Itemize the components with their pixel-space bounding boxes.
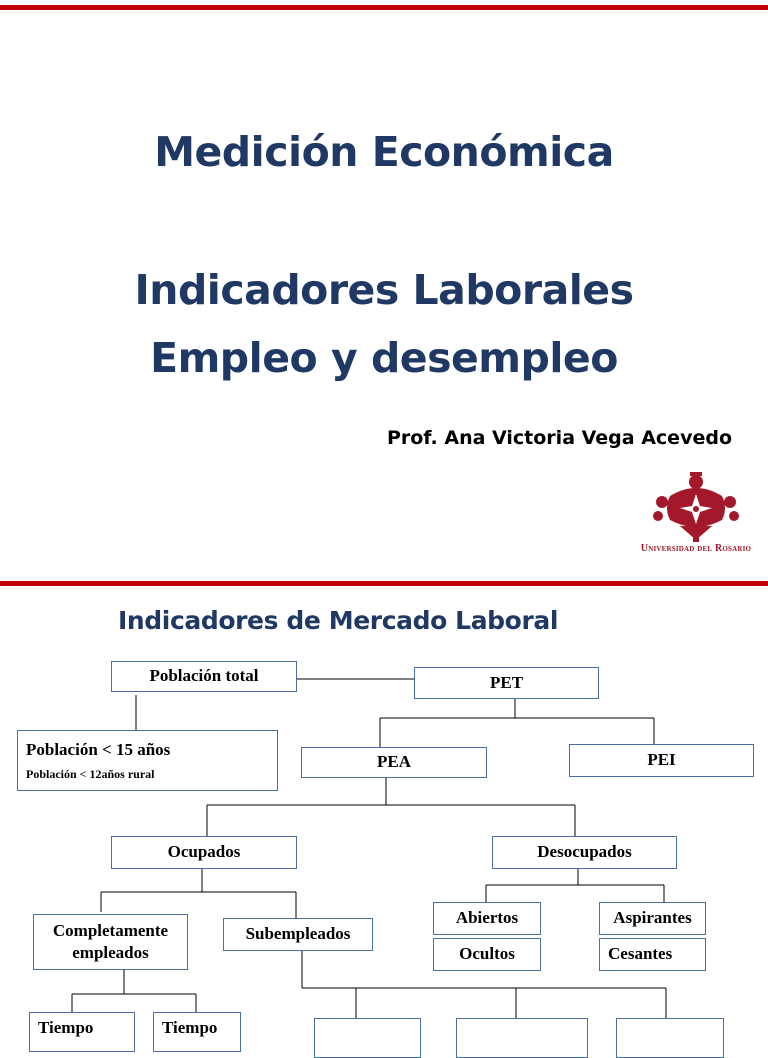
slide-subtitle-line-1: Indicadores Laborales bbox=[134, 266, 634, 314]
box-desocupados bbox=[492, 836, 677, 869]
box-poblacion-menores bbox=[17, 730, 278, 791]
box-tiempo-2 bbox=[153, 1012, 241, 1052]
slide-subtitle-line-2: Empleo y desempleo bbox=[150, 334, 618, 382]
box-label: Ocultos bbox=[459, 944, 515, 964]
box-label: Aspirantes bbox=[613, 908, 692, 928]
box-label: Ocupados bbox=[167, 842, 241, 862]
author-name: Prof. Ana Victoria Vega Acevedo bbox=[386, 427, 732, 449]
slide-title: Medición Económica bbox=[154, 128, 614, 176]
box-partial-3 bbox=[616, 1018, 724, 1058]
slide-title: Indicadores de Mercado Laboral bbox=[118, 606, 559, 635]
box-pei bbox=[569, 744, 754, 777]
box-label: PEI bbox=[647, 750, 676, 770]
box-poblacion-total bbox=[111, 661, 297, 692]
box-cesantes bbox=[599, 938, 706, 971]
box-partial-1 bbox=[314, 1018, 421, 1058]
box-label: Tiempo bbox=[38, 1018, 94, 1037]
box-label: Tiempo bbox=[162, 1018, 218, 1037]
box-sublabel: Población < 12años rural bbox=[26, 766, 155, 781]
box-partial-2 bbox=[456, 1018, 588, 1058]
box-label: Desocupados bbox=[537, 842, 632, 862]
box-aspirantes bbox=[599, 902, 706, 935]
top-accent-bar bbox=[0, 5, 768, 10]
box-abiertos bbox=[433, 902, 541, 935]
content-slide bbox=[0, 580, 768, 1037]
box-label: Abiertos bbox=[455, 908, 519, 928]
box-completamente-empleados bbox=[33, 914, 188, 970]
box-pet bbox=[414, 667, 599, 699]
box-label: PET bbox=[489, 672, 524, 692]
box-label: PEA bbox=[377, 752, 411, 772]
box-label: Subempleados bbox=[245, 924, 351, 944]
box-subempleados bbox=[223, 918, 373, 951]
box-label: Completamente empleados bbox=[52, 920, 169, 962]
logo-wordmark: Universidad del Rosario bbox=[640, 543, 752, 554]
box-ocupados bbox=[111, 836, 297, 869]
box-label: Población < 15 años bbox=[26, 739, 171, 759]
box-ocultos bbox=[433, 938, 541, 971]
box-label: Población total bbox=[149, 666, 259, 686]
box-tiempo-1 bbox=[29, 1012, 135, 1052]
box-label: Cesantes bbox=[608, 944, 673, 964]
box-pea bbox=[301, 747, 487, 778]
